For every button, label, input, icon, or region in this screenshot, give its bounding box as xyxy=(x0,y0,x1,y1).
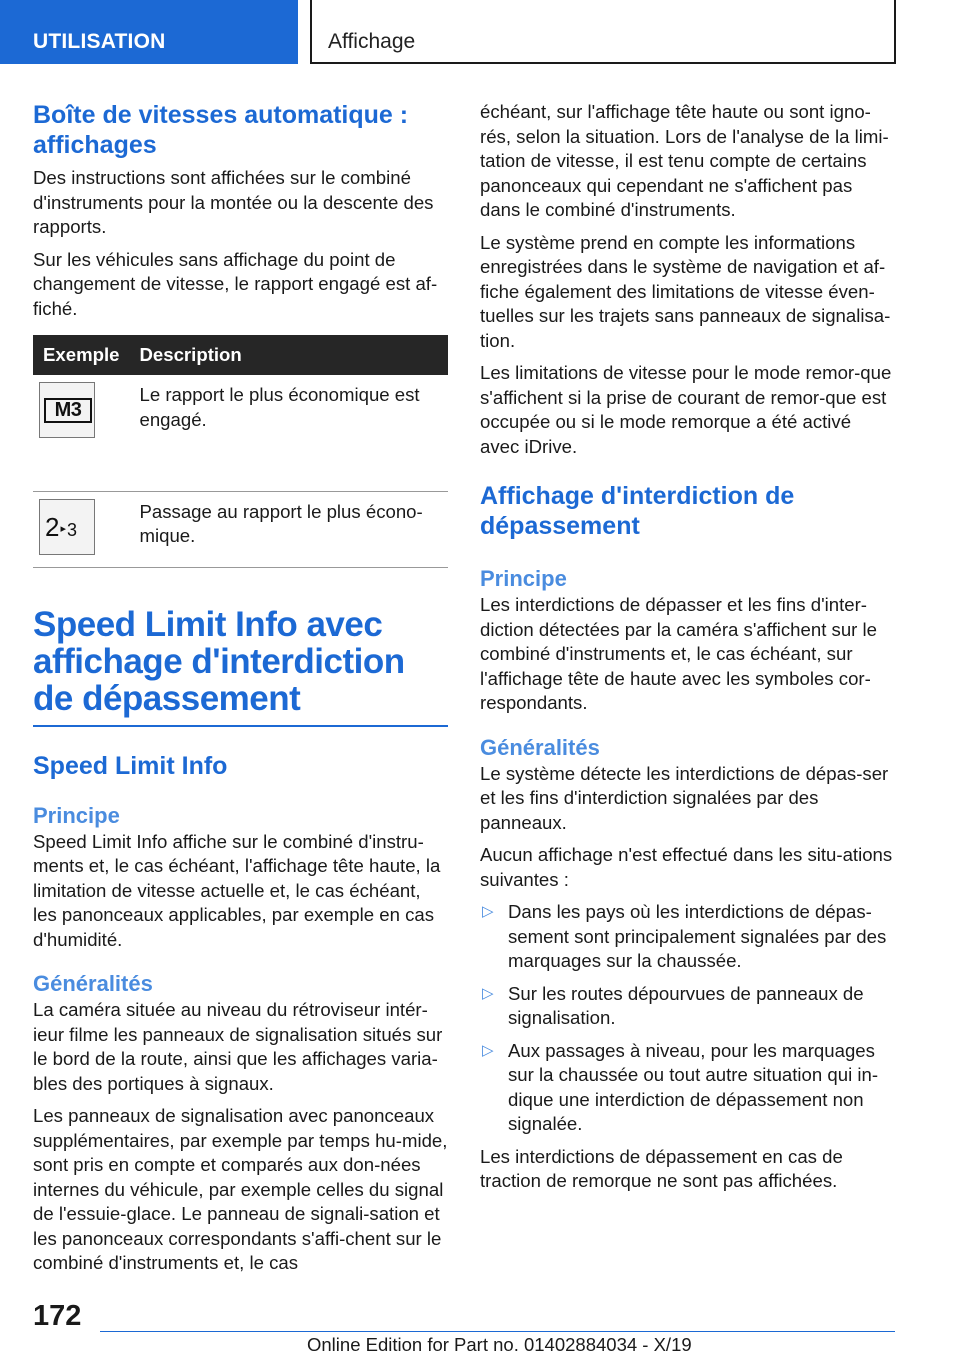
trailer-paragraph: Les limitations de vitesse pour le mode remor-que s'affichent si la prise de courant de remor-que est occupée ou si le mode remorque a été activé avec iDrive. xyxy=(480,362,892,457)
footer-divider xyxy=(100,1331,895,1332)
section-tab-label: UTILISATION xyxy=(33,30,166,53)
table-cell-description: Le rapport le plus économique est engagé. xyxy=(129,375,448,491)
list-item: ▷ Aux passages à niveau, pour les marquages sur la chaussée ou tout autre situation qui in-dique une interdiction de dépassement non signalée. xyxy=(482,1039,879,1134)
principe-heading: Principe xyxy=(480,566,567,591)
list-item: ▷ Sur les routes dépourvues de panneaux de signalisation. xyxy=(482,982,864,1028)
table-header-example: Exemple xyxy=(33,335,129,375)
generalites-heading: Généralités xyxy=(480,734,600,760)
speed-limit-heading-block xyxy=(33,606,448,727)
generalites-paragraph-1: La caméra située au niveau du rétroviseur intér-ieur filme les panneaux de signalisation situés sur le bord de la route, ainsi que les affichages varia-bles des portiques à signaux. xyxy=(33,999,443,1094)
table-cell-description: Passage au rapport le plus écono-mique. xyxy=(129,491,448,567)
generalites-paragraph-2: Les panneaux de signalisation avec panonceaux supplémentaires, par exemple par temps hu-mide, sont pris en compte et comparés aux don-nées internes du véhicule, par exemple celles du signal de l'essuie-glace. Le panneau de signali-sation et les panonceaux correspondants s'affi-chent sur le combiné d'instruments et, le cas xyxy=(33,1105,448,1273)
shift-arrow-icon: ▸ xyxy=(60,522,66,535)
table-row xyxy=(33,375,448,491)
shift-from-gear: 2 xyxy=(45,511,60,542)
right-column xyxy=(480,100,895,1202)
table-row xyxy=(33,491,448,567)
triangle-bullet-icon: ▷ xyxy=(482,903,494,920)
section-tab xyxy=(0,0,298,64)
gearbox-paragraph-1: Des instructions sont affichées sur le combiné d'instruments pour la montée ou la descente des rapports. xyxy=(33,167,434,237)
left-column xyxy=(33,100,448,1284)
generalites-heading: Généralités xyxy=(33,971,153,996)
chapter-header xyxy=(310,0,896,64)
speed-limit-info-title: Speed Limit Info xyxy=(33,751,228,780)
no-overtaking-title: Affichage d'interdiction de dépassement xyxy=(480,482,795,540)
situations-list xyxy=(480,900,895,1137)
principe-paragraph: Speed Limit Info affiche sur le combiné d'instru-ments et, le cas échéant, l'affichage tête haute, la limitation de vitesse actuelle et, le cas échéant, les panonceaux applicables, par exemple en cas d'humidité. xyxy=(33,830,441,950)
continued-paragraph: échéant, sur l'affichage tête haute ou sont igno-rés, selon la situation. Lors de l'analyse de la limi-tation de vitesse, il est tenu compte de certains panonceaux qui cependant ne s'affichent pas dans le combiné d'instruments. xyxy=(480,101,889,220)
gearbox-section-title: Boîte de vitesses automatique : affichages xyxy=(33,101,409,159)
gear-shift-2-to-3-icon xyxy=(39,499,95,555)
gear-m3-icon xyxy=(39,382,95,438)
list-item: ▷ Dans les pays où les interdictions de dépas-sement sont principalement signalées par des marquages sur la chaussée. xyxy=(482,901,887,971)
triangle-bullet-icon: ▷ xyxy=(482,1041,494,1059)
navigation-paragraph: Le système prend en compte les informations enregistrées dans le système de navigation et af-fiche également des limitations de vitesse éven-tuelles sur les trajets sans panneaux de signalisa-tion. xyxy=(480,231,891,351)
final-paragraph: Les interdictions de dépassement en cas de traction de remorque ne sont pas affichées. xyxy=(480,1145,843,1191)
chapter-title: Affichage xyxy=(328,30,416,53)
generalites-paragraph-1: Le système détecte les interdictions de dépas-ser et les fins d'interdiction signalées par des panneaux. xyxy=(480,762,889,833)
footer-edition: Online Edition for Part no. 01402884034 - X/19 xyxy=(307,1334,692,1355)
gearbox-paragraph-2: Sur les véhicules sans affichage du point de changement de vitesse, le rapport engagé est af-fiché. xyxy=(33,248,438,319)
table-header-description: Description xyxy=(129,335,448,375)
principe-paragraph: Les interdictions de dépasser et les fins d'inter-diction détectées par la caméra s'affichent sur le combiné d'instruments et, le cas échéant, sur l'affichage tête de haute avec les symboles cor-respondants. xyxy=(480,594,877,713)
generalites-paragraph-2: Aucun affichage n'est effectué dans les situ-ations suivantes : xyxy=(480,844,893,890)
gear-display-table xyxy=(33,335,448,568)
page-number: 172 xyxy=(33,1300,82,1332)
speed-limit-main-title: Speed Limit Info avec affichage d'interdiction de dépassement xyxy=(33,604,405,718)
gear-m3-label: M3 xyxy=(44,398,92,423)
triangle-bullet-icon: ▷ xyxy=(482,984,494,1002)
table-header-row xyxy=(33,335,448,375)
shift-to-gear: 3 xyxy=(67,519,78,540)
principe-heading: Principe xyxy=(33,802,120,828)
